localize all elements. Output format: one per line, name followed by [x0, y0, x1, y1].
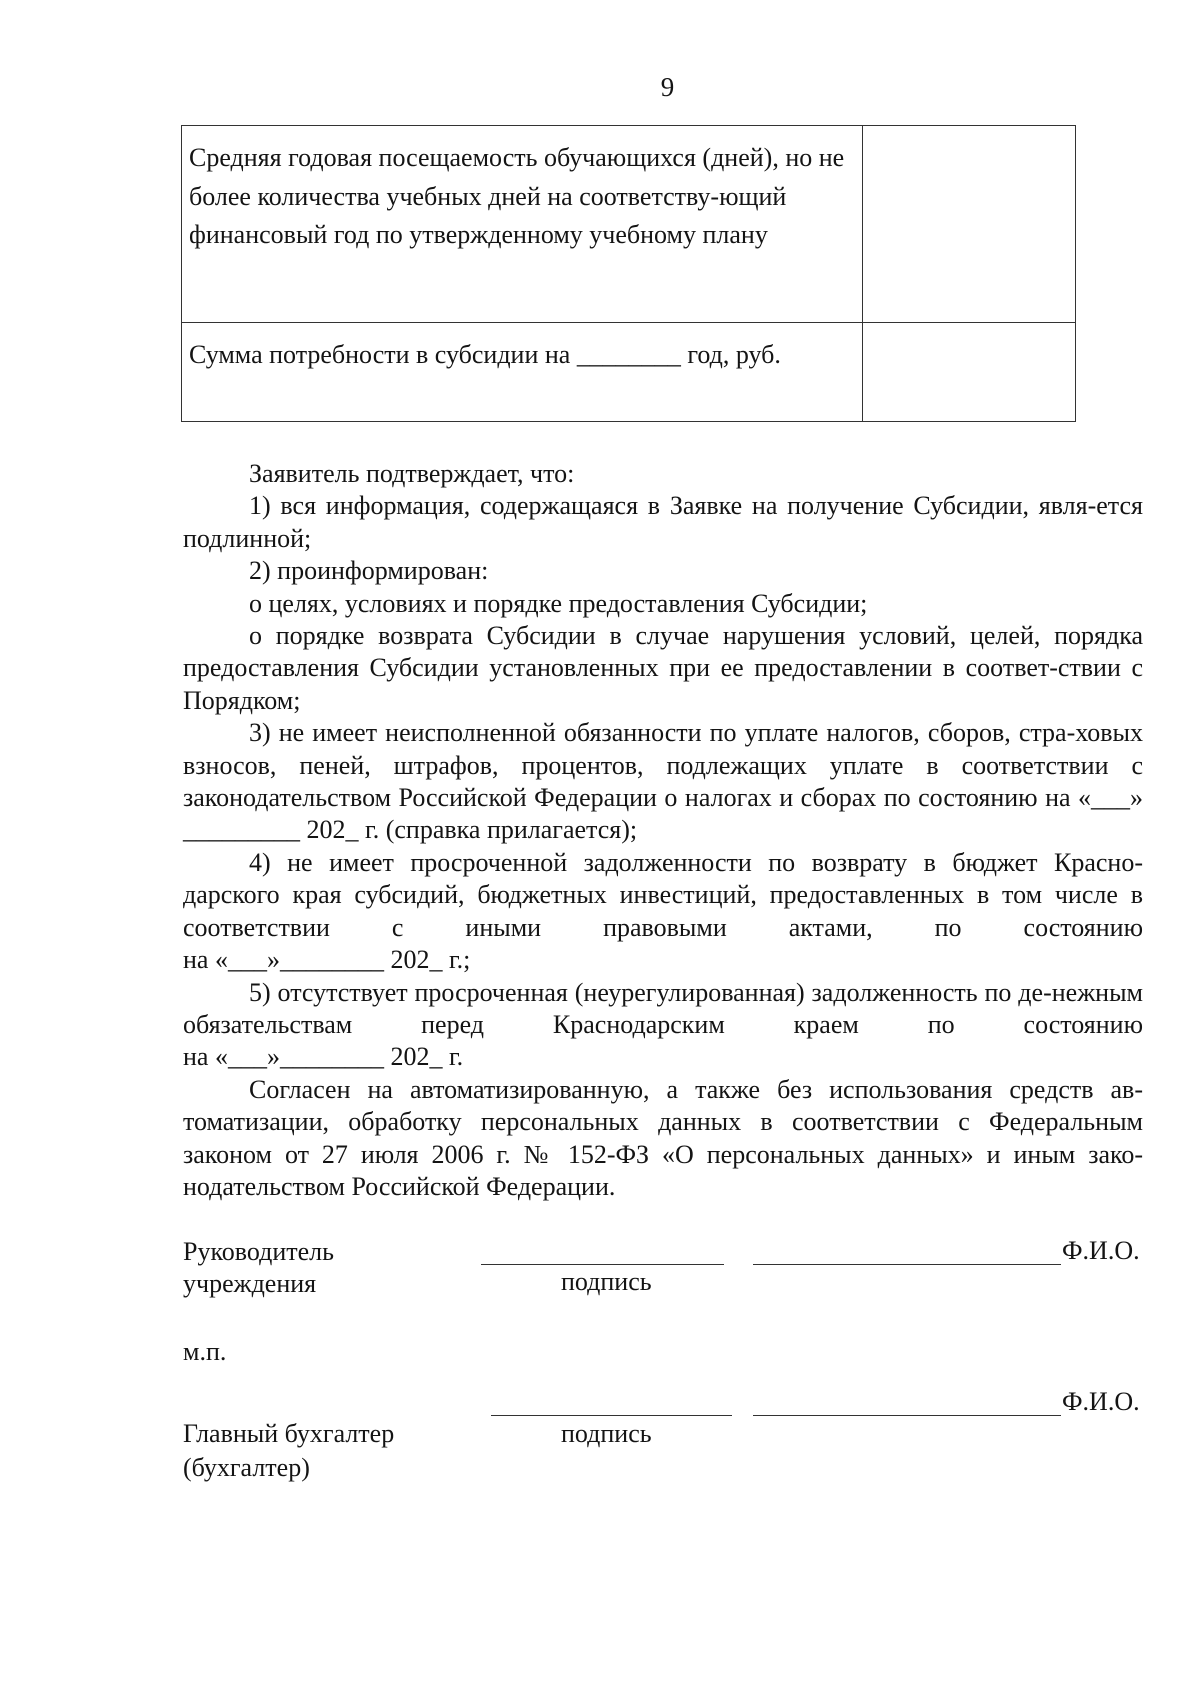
subsidy-table [181, 125, 1076, 422]
accountant-signature-caption: подпись [561, 1419, 652, 1448]
paragraph: 1) вся информация, содержащаяся в Заявке на получение Субсидии, явля-ется подлинной; [183, 491, 1143, 553]
paragraph: на «___»________ 202_ г. [183, 1042, 464, 1072]
head-fio-line [753, 1264, 1061, 1265]
paragraph: Заявитель подтверждает, что: [249, 459, 575, 488]
head-signature-caption: подпись [561, 1267, 652, 1296]
paragraph: 5) отсутствует просроченная (неурегулированная) задолженность по де-нежным обязательствам перед Краснодарским краем по состоянию [183, 977, 1143, 1039]
accountant-label-line1: Главный бухгалтер [183, 1419, 395, 1448]
accountant-label-line2: (бухгалтер) [183, 1453, 310, 1482]
table-cell-value [863, 126, 1076, 323]
paragraph: 3) не имеет неисполненной обязанности по уплате налогов, сборов, стра-ховых взносов, пеней, штрафов, процентов, подлежащих уплате в соответствии с законодательством Российской Федерации о налогах и сборах по состоянию на «___» _________ 202_ г. (справка прилагается); [183, 718, 1143, 845]
table-cell-label: Средняя годовая посещаемость обучающихся (дней), но не более количества учебных дней на соответству-ющий финансовый год по утвержденному учебному плану [182, 126, 863, 323]
paragraph: на «___»________ 202_ г.; [183, 945, 471, 975]
paragraph: о порядке возврата Субсидии в случае нарушения условий, целей, порядка предоставления Субсидии установленных при ее предоставлении в соответ-ствии с Порядком; [183, 621, 1143, 715]
paragraph: 2) проинформирован: [249, 556, 489, 586]
head-fio-label: Ф.И.О. [1062, 1236, 1140, 1265]
page-number: 9 [660, 72, 675, 102]
stamp-place: м.п. [183, 1337, 227, 1366]
head-signature-line [481, 1264, 724, 1265]
table-cell-value [863, 323, 1076, 422]
accountant-fio-label: Ф.И.О. [1062, 1387, 1140, 1416]
head-label-line1: Руководитель [183, 1237, 334, 1266]
head-label-line2: учреждения [183, 1269, 317, 1298]
accountant-signature-line [491, 1415, 732, 1416]
table-row [182, 323, 1076, 422]
table-row [182, 126, 1076, 323]
table-cell-label: Сумма потребности в субсидии на ________ год, руб. [182, 323, 863, 422]
accountant-fio-line [753, 1415, 1061, 1416]
paragraph: 4) не имеет просроченной задолженности по возврату в бюджет Красно-дарского края субсидий, бюджетных инвестиций, предоставленных в том числе в соответствии с иными правовыми актами, по состоянию [183, 847, 1143, 942]
paragraph: о целях, условиях и порядке предоставления Субсидии; [249, 588, 868, 618]
declaration-text [183, 458, 1143, 1203]
paragraph: Согласен на автоматизированную, а также без использования средств ав-томатизации, обработку персональных данных в соответствии с Федеральным законом от 27 июля 2006 г. № 152-ФЗ «О персональных данных» и иным зако-нодательством Российской Федерации. [183, 1074, 1143, 1201]
